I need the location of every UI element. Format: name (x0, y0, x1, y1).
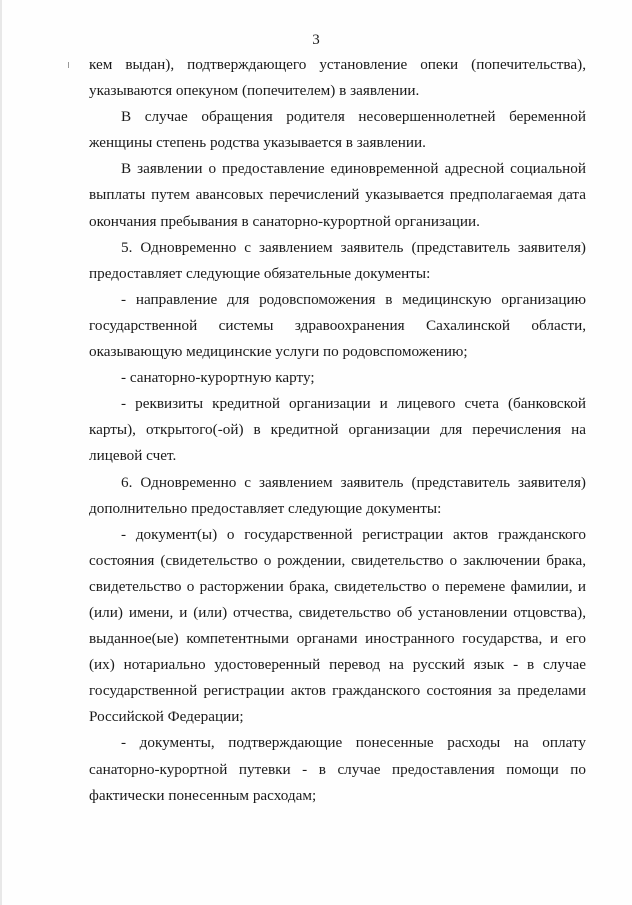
paragraph: 5. Одновременно с заявлением заявитель (представитель заявителя) предоставляет следующие обязательные документы: (89, 238, 586, 282)
list-item: - документ(ы) о государственной регистрации актов гражданского состояния (свидетельство о рождении, свидетельство о заключении брака, свидетельство о расторжении брака, свидетельство о перемене фамилии, и (или) имени, и (или) отчества, свидетельство об установлении отцовства), выданное(ые) компетентными органами иностранного государства, и его (их) нотариально удостоверенный перевод на русский язык - в случае государственной регистрации актов гражданского состояния за пределами Российской Федерации; (89, 525, 586, 726)
document-body (89, 52, 586, 809)
paragraph: кем выдан), подтверждающего установление опеки (попечительства), указываются опекуном (попечителем) в заявлении. (89, 56, 586, 100)
list-item: - документы, подтверждающие понесенные расходы на оплату санаторно-курортной путевки - в случае предоставления помощи по фактически понесенным расходам; (89, 734, 586, 804)
list-item: - реквизиты кредитной организации и лицевого счета (банковской карты), открытого(-ой) в кредитной организации для перечисления на лицевой счет. (89, 395, 586, 465)
list-item: - санаторно-курортную карту; (121, 369, 315, 387)
paragraph: В случае обращения родителя несовершеннолетней беременной женщины степень родства указывается в заявлении. (89, 108, 586, 152)
paragraph: 6. Одновременно с заявлением заявитель (представитель заявителя) дополнительно предоставляет следующие документы: (89, 473, 586, 517)
page-number: 3 (312, 32, 320, 48)
scan-mark (0, 0, 2, 905)
list-item: - направление для родовспоможения в медицинскую организацию государственной системы здравоохранения Сахалинской области, оказывающую медицинские услуги по родовспоможению; (89, 290, 586, 361)
paragraph: В заявлении о предоставление единовременной адресной социальной выплаты путем авансовых перечислений указывается предполагаемая дата окончания пребывания в санаторно-курортной организации. (89, 160, 586, 230)
scan-mark (68, 62, 69, 68)
